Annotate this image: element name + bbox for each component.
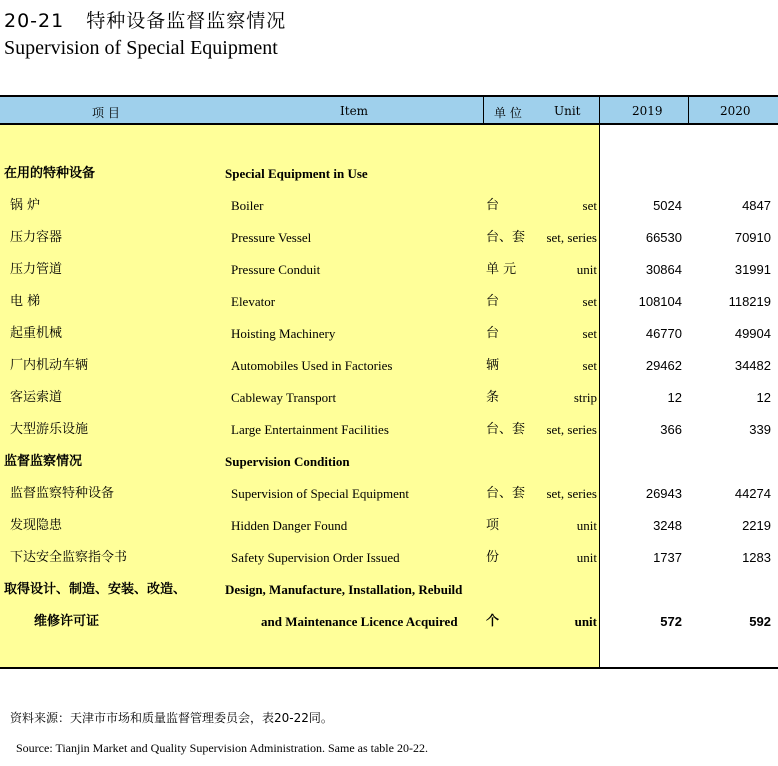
value-2019: 46770	[645, 326, 682, 341]
row-label-en: Hoisting Machinery	[231, 326, 336, 341]
header-unit-zh: 单 位	[494, 106, 522, 120]
row-unit-zh: 台	[486, 198, 500, 213]
table-title-zh	[4, 6, 286, 33]
table-header	[0, 95, 778, 125]
row-label-en: Supervision of Special Equipment	[231, 486, 410, 501]
row-label-en: Boiler	[231, 198, 264, 213]
row-label-zh: 下达安全监察指令书	[10, 550, 128, 565]
row-label-en: Automobiles Used in Factories	[231, 358, 393, 373]
table-row	[0, 254, 778, 286]
value-2019: 12	[667, 390, 682, 405]
header-item-zh: 项 目	[92, 106, 120, 120]
table-bottom-rule	[0, 667, 778, 669]
value-2020: 4847	[742, 198, 771, 213]
row-label-zh: 监督监察情况	[4, 454, 83, 469]
table-row	[0, 318, 778, 350]
value-2019: 366	[660, 422, 682, 437]
row-label-en: Supervision Condition	[225, 454, 350, 469]
value-2019: 3248	[653, 518, 682, 533]
row-label-en: Safety Supervision Order Issued	[231, 550, 400, 565]
header-unit-en: Unit	[554, 104, 581, 118]
row-unit-en: unit	[576, 262, 597, 277]
row-label-zh: 电 梯	[10, 294, 41, 309]
row-unit-en: strip	[573, 390, 597, 405]
value-2019: 30864	[645, 262, 682, 277]
value-2019: 5024	[653, 198, 682, 213]
row-unit-zh: 台	[486, 326, 500, 341]
row-unit-zh: 单 元	[486, 262, 517, 277]
row-unit-en: set, series	[546, 230, 597, 245]
header-item-en: Item	[340, 104, 369, 118]
table-row	[0, 414, 778, 446]
row-unit-zh: 辆	[486, 358, 500, 373]
row-label-en: and Maintenance Licence Acquired	[261, 614, 458, 629]
row-label-zh: 客运索道	[10, 390, 63, 405]
table-row	[0, 382, 778, 414]
table-row	[0, 542, 778, 574]
table-number: 20-21	[4, 10, 65, 32]
value-2020: 592	[749, 614, 771, 629]
value-2020: 12	[756, 390, 771, 405]
row-label-en: Special Equipment in Use	[225, 166, 368, 181]
table-title-en: Supervision of Special Equipment	[4, 37, 278, 59]
row-unit-en: unit	[574, 614, 597, 629]
value-2020: 118219	[728, 294, 771, 309]
table-row	[0, 286, 778, 318]
row-unit-zh: 台、套	[486, 422, 526, 437]
row-label-zh: 监督监察特种设备	[10, 486, 115, 501]
row-label-zh: 厂内机动车辆	[10, 358, 89, 373]
value-2020: 2219	[742, 518, 771, 533]
value-2019: 66530	[645, 230, 682, 245]
row-unit-zh: 条	[486, 390, 500, 405]
value-2020: 31991	[734, 262, 771, 277]
table-row	[0, 478, 778, 510]
row-unit-en: set, series	[546, 422, 597, 437]
row-label-en: Design, Manufacture, Installation, Rebuild	[225, 582, 463, 597]
row-unit-zh: 台	[486, 294, 500, 309]
row-unit-zh: 个	[486, 614, 500, 629]
row-label-en: Pressure Conduit	[231, 262, 321, 277]
header-divider	[599, 97, 600, 123]
value-2020: 49904	[734, 326, 771, 341]
row-unit-en: unit	[576, 518, 597, 533]
row-unit-zh: 项	[486, 518, 500, 533]
row-unit-en: set	[582, 198, 597, 213]
table-row	[0, 446, 778, 478]
header-year-2020: 2020	[720, 104, 751, 118]
row-label-en: Cableway Transport	[231, 390, 337, 405]
row-unit-zh: 台、套	[486, 230, 526, 245]
value-2019: 29462	[645, 358, 682, 373]
table-row	[0, 350, 778, 382]
row-label-en: Hidden Danger Found	[231, 518, 348, 533]
row-label-en: Large Entertainment Facilities	[231, 422, 389, 437]
row-label-zh: 大型游乐设施	[10, 422, 89, 437]
row-unit-zh: 台、套	[486, 486, 526, 501]
row-unit-en: set	[582, 294, 597, 309]
value-2020: 1283	[742, 550, 771, 565]
table-row	[0, 222, 778, 254]
header-divider	[688, 97, 689, 123]
value-2020: 44274	[734, 486, 771, 501]
header-divider	[483, 97, 484, 123]
row-label-zh: 维修许可证	[34, 614, 100, 629]
row-unit-zh: 份	[486, 550, 500, 565]
row-label-zh: 压力容器	[10, 230, 63, 245]
table-row	[0, 158, 778, 190]
value-2019: 108104	[638, 294, 682, 309]
value-2020: 34482	[734, 358, 771, 373]
row-label-zh: 压力管道	[10, 262, 63, 277]
table-row	[0, 190, 778, 222]
row-label-zh: 取得设计、制造、安装、改造、	[4, 582, 187, 597]
statistics-table	[0, 95, 778, 669]
row-label-zh: 锅 炉	[10, 198, 41, 213]
value-2020: 70910	[734, 230, 771, 245]
row-label-zh: 在用的特种设备	[4, 166, 96, 181]
header-year-2019: 2019	[632, 104, 663, 118]
row-label-en: Elevator	[231, 294, 276, 309]
title-zh-text: 特种设备监督监察情况	[86, 10, 287, 32]
row-label-zh: 发现隐患	[10, 518, 63, 533]
row-unit-en: set, series	[546, 486, 597, 501]
value-2020: 339	[749, 422, 771, 437]
value-2019: 572	[660, 614, 682, 629]
table-row	[0, 574, 778, 606]
row-unit-en: set	[582, 358, 597, 373]
table-row	[0, 606, 778, 638]
row-label-en: Pressure Vessel	[231, 230, 312, 245]
source-note-zh: 资料来源：天津市市场和质量监督管理委员会，表20-22同。	[10, 711, 333, 725]
table-row	[0, 510, 778, 542]
row-unit-en: unit	[576, 550, 597, 565]
row-unit-en: set	[582, 326, 597, 341]
source-note-en: Source: Tianjin Market and Quality Supervision Administration. Same as table 20-22.	[16, 741, 428, 755]
row-label-zh: 起重机械	[10, 326, 63, 341]
value-2019: 1737	[653, 550, 682, 565]
value-2019: 26943	[645, 486, 682, 501]
